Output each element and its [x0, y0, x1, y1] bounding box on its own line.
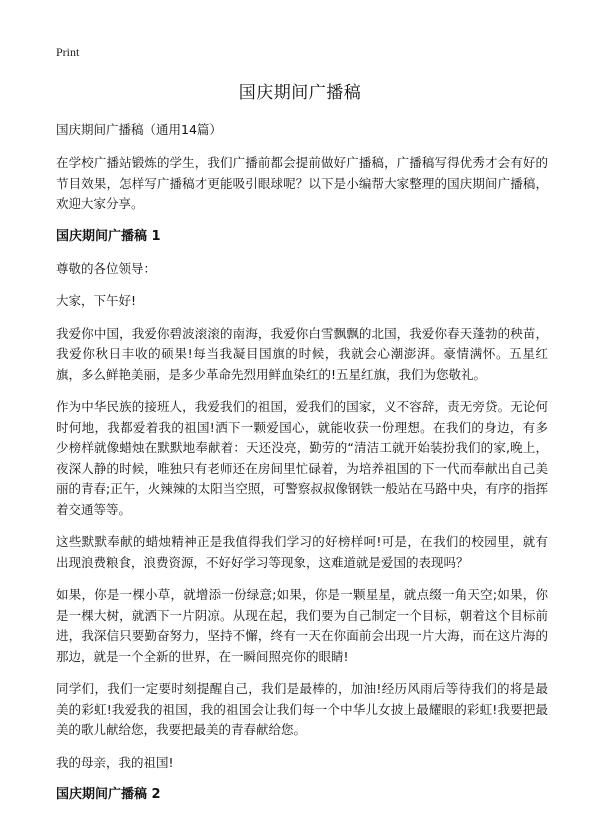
document-body	[56, 120, 548, 817]
body-paragraph: 作为中华民族的接班人，我爱我们的祖国，爱我们的国家，义不容辞，责无旁贷。无论何时何地，我都爱着我的祖国!洒下一颗爱国心，就能收获一份理想。在我们的身边，有多少榜样就像蜡烛在默默地奉献着：天还没亮，勤劳的“清洁工就开始装扮我们的家,晚上，夜深人静的时候，唯独只有老师还在房间里忙碌着，为培养祖国的下一代而奉献出自己美丽的青春;正午，火辣辣的太阳当空照，可警察叔叔像钢铁一般站在马路中央，有序的指挥着交通等等。	[56, 399, 548, 517]
intro-paragraph: 在学校广播站锻炼的学生，我们广播前都会提前做好广播稿，广播稿写得优秀才会有好的节目效果，怎样写广播稿才更能吸引眼球呢？以下是小编帮大家整理的国庆期间广播稿，欢迎大家分享。	[56, 155, 548, 211]
body-paragraph: 同学们，我们一定要时刻提醒自己，我们是最棒的，加油!经历风雨后等待我们的将是最美的彩虹!我爱我的祖国，我的祖国会让我们每一个中华儿女披上最耀眼的彩虹!我要把最美的歌儿献给您，我要把最美的青春献给您。	[56, 681, 548, 737]
section-heading-1: 国庆期间广播稿 1	[56, 228, 161, 244]
greeting-paragraph: 大家，下午好!	[56, 293, 137, 308]
print-link[interactable]: Print	[56, 45, 80, 59]
document-subtitle: 国庆期间广播稿（通用14篇）	[56, 122, 222, 137]
section-heading-2: 国庆期间广播稿 2	[56, 787, 161, 802]
page-title: 国庆期间广播稿	[238, 83, 362, 103]
closing-paragraph: 我的母亲，我的祖国!	[56, 754, 174, 770]
body-paragraph: 如果，你是一棵小草，就增添一份绿意;如果，你是一颗星星，就点缀一角天空;如果，你是一棵大树，就洒下一片阴凉。从现在起，我们要为自己制定一个目标，朝着这个目标前进，我深信只要勤奋努力，坚持不懈，终有一天在你面前会出现一片大海，而在这片海的那边，就是一个全新的世界，在一瞬间照亮你的眼睛!	[56, 587, 548, 664]
body-paragraph: 这些默默奉献的蜡烛精神正是我值得我们学习的好榜样呵!可是，在我们的校园里，就有出现浪费粮食，浪费资源，不好好学习等现象，这难道就是爱国的表现吗？	[56, 534, 548, 570]
salutation-paragraph: 尊敬的各位领导：	[56, 260, 157, 276]
body-paragraph: 我爱你中国，我爱你碧波滚滚的南海，我爱你白雪飘飘的北国，我爱你春天蓬勃的秧苗，我爱你秋日丰收的硕果!每当我凝目国旗的时候，我就会心潮澎湃。豪情满怀。五星红旗，多么鲜艳美丽，是多少革命先烈用鲜血染红的!五星红旗，我们为您敬礼。	[56, 325, 548, 382]
